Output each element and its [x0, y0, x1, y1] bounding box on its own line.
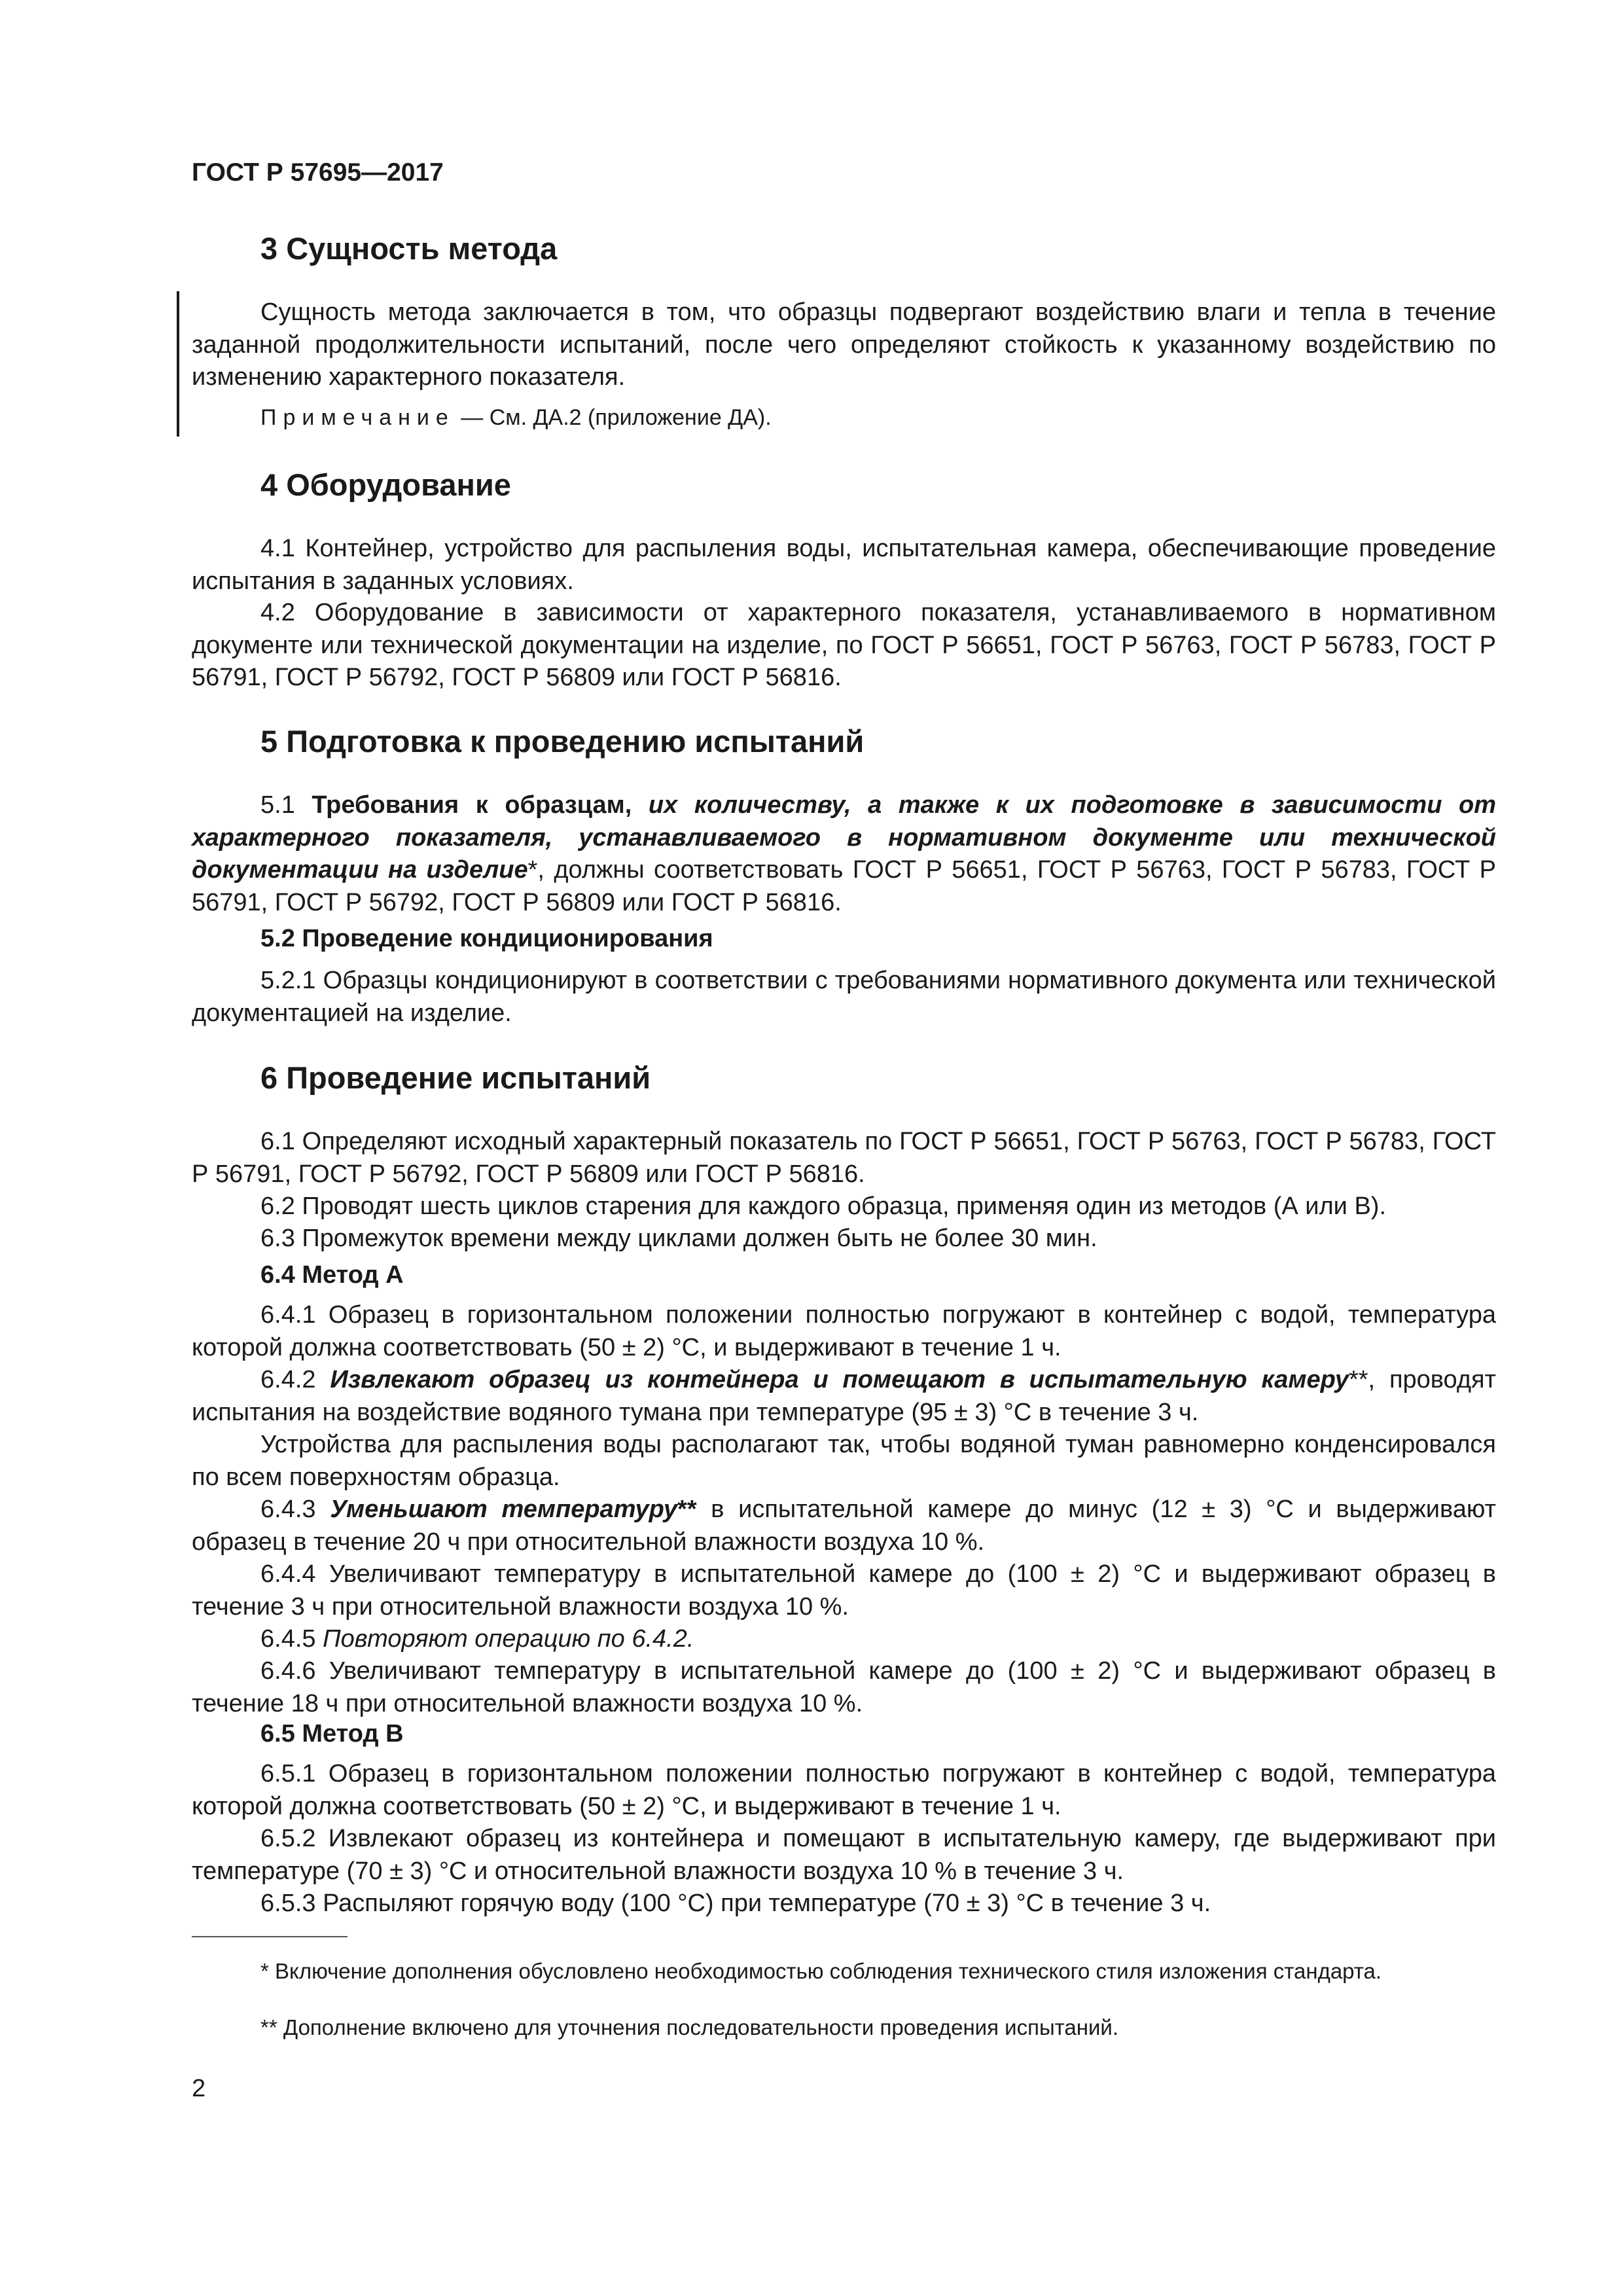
- paragraph-4-1: 4.1 Контейнер, устройство для распыления воды, испытательная камера, обеспечивающие проведение испытания в заданных условиях.: [192, 535, 1496, 595]
- note-text: — См. ДА.2 (приложение ДА).: [454, 405, 772, 430]
- paragraph-6-4-5: [192, 1623, 1496, 1656]
- note-label: Примечание: [260, 405, 455, 430]
- paragraph-6-4-2: [192, 1364, 1496, 1429]
- paragraph-6-4-6: 6.4.6 Увеличивают температуру в испытательной камере до (100 ± 2) °С и выдерживают образец в течение 18 ч при относительной влажности воздуха 10 %.: [192, 1657, 1496, 1717]
- paragraph-5-1-number: 5.1: [260, 791, 312, 819]
- footnote-1: * Включение дополнения обусловлено необходимостью соблюдения технического стиля изложения стандарта.: [260, 1959, 1382, 1983]
- paragraph-6-4-4: 6.4.4 Увеличивают температуру в испытательной камере до (100 ± 2) °С и выдерживают образец в течение 3 ч при относительной влажности воздуха 10 %.: [192, 1560, 1496, 1621]
- paragraph-6-5-3: 6.5.3 Распыляют горячую воду (100 °С) при температуре (70 ± 3) °С в течение 3 ч.: [260, 1890, 1211, 1917]
- paragraph-6-4-3-number: 6.4.3: [260, 1496, 330, 1523]
- paragraph-6-5-1: 6.5.1 Образец в горизонтальном положении полностью погружают в контейнер с водой, температура которой должна соответствовать (50 ± 2) °С, и выдерживают в течение 1 ч.: [192, 1760, 1496, 1820]
- paragraph-4-2: 4.2 Оборудование в зависимости от характерного показателя, устанавливаемого в нормативном документе или технической документации на изделие, по ГОСТ Р 56651, ГОСТ Р 56763, ГОСТ Р 56783, ГОСТ Р 56791, ГОСТ Р 56792, ГОСТ Р 56809 или ГОСТ Р 56816.: [192, 599, 1496, 691]
- paragraph-6-4-5-italic: Повторяют операцию по 6.4.2.: [323, 1625, 694, 1653]
- paragraph-6-4-5-number: 6.4.5: [260, 1625, 323, 1653]
- paragraph-6-4-3-bold-italic: Уменьшают температуру: [330, 1496, 678, 1523]
- section-3-heading: 3 Сущность метода: [260, 231, 558, 266]
- paragraph-5-1-bold: Требования к образцам,: [312, 791, 632, 819]
- section-3-note: [192, 402, 1496, 435]
- page-number: 2: [192, 2075, 206, 2102]
- paragraph-6-3: 6.3 Промежуток времени между циклами должен быть не более 30 мин.: [260, 1225, 1097, 1252]
- subsection-6-4-heading: 6.4 Метод А: [260, 1261, 404, 1289]
- paragraph-6-4-3-footnote-mark: **: [677, 1496, 697, 1523]
- change-bar: [177, 291, 179, 437]
- paragraph-5-1-rest: *, должны соответствовать ГОСТ Р 56651, ГОСТ Р 56763, ГОСТ Р 56783, ГОСТ Р 56791, ГОСТ Р 56792, ГОСТ Р 56809 или ГОСТ Р 56816.: [192, 856, 1496, 916]
- footnote-2: ** Дополнение включено для уточнения последовательности проведения испытаний.: [260, 2015, 1119, 2039]
- paragraph-5-1: [192, 789, 1496, 919]
- paragraph-5-2-1: 5.2.1 Образцы кондиционируют в соответствии с требованиями нормативного документа или технической документацией на изделие.: [192, 967, 1496, 1027]
- paragraph-6-4-3: [192, 1494, 1496, 1558]
- paragraph-6-2: 6.2 Проводят шесть циклов старения для каждого образца, применяя один из методов (А или В).: [260, 1193, 1387, 1220]
- paragraph-6-4-2-rest: **, проводят испытания на воздействие водяного тумана при температуре (95 ± 3) °С в течение 3 ч.: [192, 1366, 1497, 1426]
- section-3-paragraph: Сущность метода заключается в том, что образцы подвергают воздействию влаги и тепла в течение заданной продолжительности испытаний, после чего определяют стойкость к указанному воздействию по изменению характерного показателя.: [192, 298, 1496, 391]
- paragraph-6-4-2-bold-italic: Извлекают образец из контейнера и помещают в испытательную камеру: [330, 1366, 1349, 1393]
- paragraph-6-4-3-rest: в испытательной камере до минус (12 ± 3) °С и выдерживают образец в течение 20 ч при относительной влажности воздуха 10 %.: [192, 1496, 1496, 1556]
- paragraph-6-4-2-number: 6.4.2: [260, 1366, 330, 1393]
- paragraph-5-1-bold-italic: их количеству, а также к их подготовке в зависимости от характерного показателя, устанавливаемого в нормативном документе или технической документации на изделие: [192, 791, 1496, 884]
- section-6-heading: 6 Проведение испытаний: [260, 1060, 651, 1095]
- subsection-6-5-heading: 6.5 Метод В: [260, 1720, 404, 1748]
- paragraph-6-1: 6.1 Определяют исходный характерный показатель по ГОСТ Р 56651, ГОСТ Р 56763, ГОСТ Р 56783, ГОСТ Р 56791, ГОСТ Р 56792, ГОСТ Р 56809 или ГОСТ Р 56816.: [192, 1128, 1496, 1188]
- paragraph-6-4-2-continued: Устройства для распыления воды располагают так, чтобы водяной туман равномерно конденсировался по всем поверхностям образца.: [192, 1431, 1496, 1491]
- section-5-heading: 5 Подготовка к проведению испытаний: [260, 724, 865, 759]
- footnote-separator: [192, 1936, 348, 1937]
- document-code: ГОСТ Р 57695—2017: [192, 158, 444, 187]
- paragraph-6-5-2: 6.5.2 Извлекают образец из контейнера и помещают в испытательную камеру, где выдерживают при температуре (70 ± 3) °С и относительной влажности воздуха 10 % в течение 3 ч.: [192, 1825, 1496, 1885]
- paragraph-6-4-1: 6.4.1 Образец в горизонтальном положении полностью погружают в контейнер с водой, температура которой должна соответствовать (50 ± 2) °С, и выдерживают в течение 1 ч.: [192, 1301, 1496, 1361]
- section-4-heading: 4 Оборудование: [260, 467, 511, 502]
- subsection-5-2-heading: 5.2 Проведение кондиционирования: [260, 925, 713, 952]
